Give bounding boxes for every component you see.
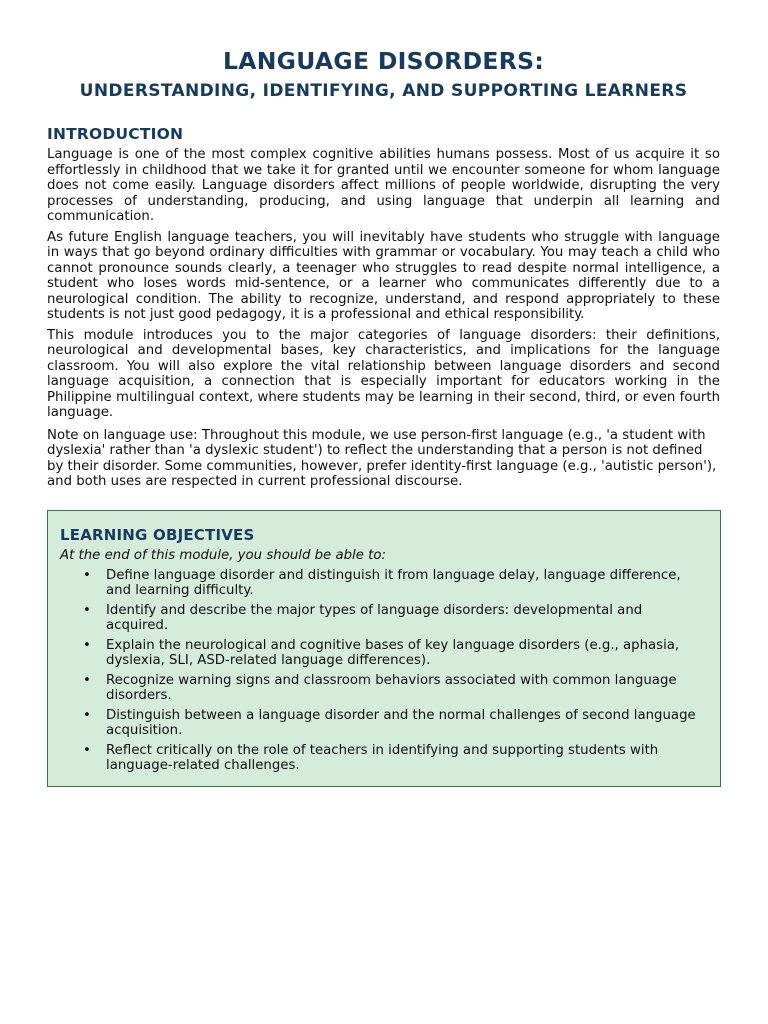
learning-objectives-intro: At the end of this module, you should be able to: xyxy=(60,547,386,563)
bullet-icon: • xyxy=(83,602,91,618)
bullet-icon: • xyxy=(83,672,91,688)
bullet-icon: • xyxy=(83,742,91,758)
bullet-icon: • xyxy=(83,567,91,583)
learning-objectives-list xyxy=(60,568,708,774)
objective-item xyxy=(60,673,708,704)
introduction-heading: INTRODUCTION xyxy=(47,125,184,143)
objective-item xyxy=(60,638,708,669)
objective-text: Recognize warning signs and classroom behaviors associated with common language disorders. xyxy=(106,672,677,703)
document-title: LANGUAGE DISORDERS: xyxy=(222,47,545,75)
objective-item xyxy=(60,603,708,634)
objective-item xyxy=(60,743,708,774)
learning-objectives-box xyxy=(47,510,721,787)
objective-text: Distinguish between a language disorder and the normal challenges of second language acquisition. xyxy=(106,707,696,738)
document-subtitle: UNDERSTANDING, IDENTIFYING, AND SUPPORTING LEARNERS xyxy=(79,81,688,101)
intro-paragraph-3: This module introduces you to the major categories of language disorders: their definitions, neurological and developmental bases, key characteristics, and implications for the language classroom. You will also explore the vital relationship between language disorders and second language acquisition, a connection that is especially important for educators working in the Philippine multilingual context, where students may be learning in their second, third, or even fourth language. xyxy=(47,327,720,420)
objective-item xyxy=(60,708,708,739)
learning-objectives-heading: LEARNING OBJECTIVES xyxy=(60,525,255,544)
objective-text: Define language disorder and distinguish it from language delay, language difference, and learning difficulty. xyxy=(106,567,681,598)
bullet-icon: • xyxy=(83,707,91,723)
objective-text: Reflect critically on the role of teachers in identifying and supporting students with language-related challenges. xyxy=(106,742,659,773)
objective-item xyxy=(60,568,708,599)
introduction-section xyxy=(47,124,720,490)
language-use-note: Note on language use: Throughout this module, we use person-first language (e.g., 'a student with dyslexia' rather than 'a dyslexic student') to reflect the understanding that a person is not defined by their disorder. Some communities, however, prefer identity-first language (e.g., 'autistic person'), and both uses are respected in current professional discourse. xyxy=(47,427,717,489)
document-page xyxy=(47,0,720,787)
objective-text: Identify and describe the major types of language disorders: developmental and acquired. xyxy=(106,602,643,633)
objective-text: Explain the neurological and cognitive bases of key language disorders (e.g., aphasia, dyslexia, SLI, ASD-related language differences). xyxy=(106,637,680,668)
bullet-icon: • xyxy=(83,637,91,653)
intro-paragraph-2: As future English language teachers, you will inevitably have students who struggle with language in ways that go beyond ordinary difficulties with grammar or vocabulary. You may teach a child who cannot pronounce sounds clearly, a teenager who struggles to read despite normal intelligence, a student who loses words mid-sentence, or a learner who communicates differently due to a neurological condition. The ability to recognize, understand, and respond appropriately to these students is not just good pedagogy, it is a professional and ethical responsibility. xyxy=(47,229,720,322)
intro-paragraph-1: Language is one of the most complex cognitive abilities humans possess. Most of us acquire it so effortlessly in childhood that we take it for granted until we encounter someone for whom language does not come easily. Language disorders affect millions of people worldwide, disrupting the very processes of understanding, producing, and using language that underpin all learning and communication. xyxy=(47,147,720,224)
